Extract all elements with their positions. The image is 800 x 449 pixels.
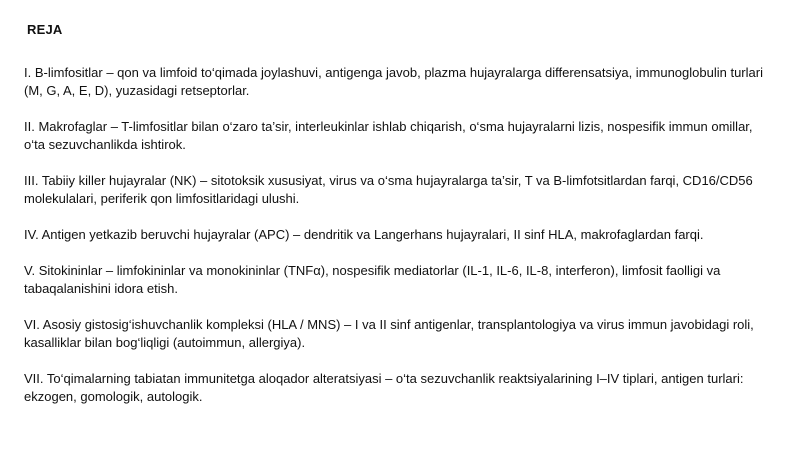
- slide-title: REJA: [27, 22, 63, 37]
- outline-list: [24, 64, 776, 424]
- outline-item-5: V. Sitokininlar – limfokininlar va monokininlar (TNFα), nospesifik mediatorlar (IL-1, IL-6, IL-8, interferon), limfosit faolligi va tabaqalanishini idora etish.: [24, 263, 721, 296]
- outline-item-4: IV. Antigen yetkazib beruvchi hujayralar (APC) – dendritik va Langerhans hujayralari, II sinf HLA, makrofaglardan farqi.: [24, 227, 704, 242]
- outline-item-1: I. B-limfositlar – qon va limfoid to‘qimada joylashuvi, antigenga javob, plazma hujayralarga differensatsiya, immunoglobulin turlari (M, G, A, E, D), yuzasidagi retseptorlar.: [24, 65, 763, 98]
- outline-item-6: VI. Asosiy gistosig‘ishuvchanlik kompleksi (HLA / MNS) – I va II sinf antigenlar, transplantologiya va virus immun javobidagi roli, kasalliklar bilan bog‘liqligi (autoimmun, allergiya).: [24, 317, 754, 350]
- outline-item-3: III. Tabiiy killer hujayralar (NK) – sitotoksik xususiyat, virus va o‘sma hujayralarga ta’sir, T va B-limfotsitlardan farqi, CD16/CD56 molekulalari, periferik qon limfositlaridagi ulushi.: [24, 173, 753, 206]
- outline-item-7: VII. To‘qimalarning tabiatan immunitetga aloqador alteratsiyasi – o‘ta sezuvchanlik reaktsiyalarining I–IV tiplari, antigen turlari: ekzogen, gomologik, autologik.: [24, 371, 744, 404]
- outline-item-2: II. Makrofaglar – T-limfositlar bilan o‘zaro ta’sir, interleukinlar ishlab chiqarish, o‘sma hujayralarni lizis, nospesifik immun omillar, o‘ta sezuvchanlikda ishtirok.: [24, 119, 753, 152]
